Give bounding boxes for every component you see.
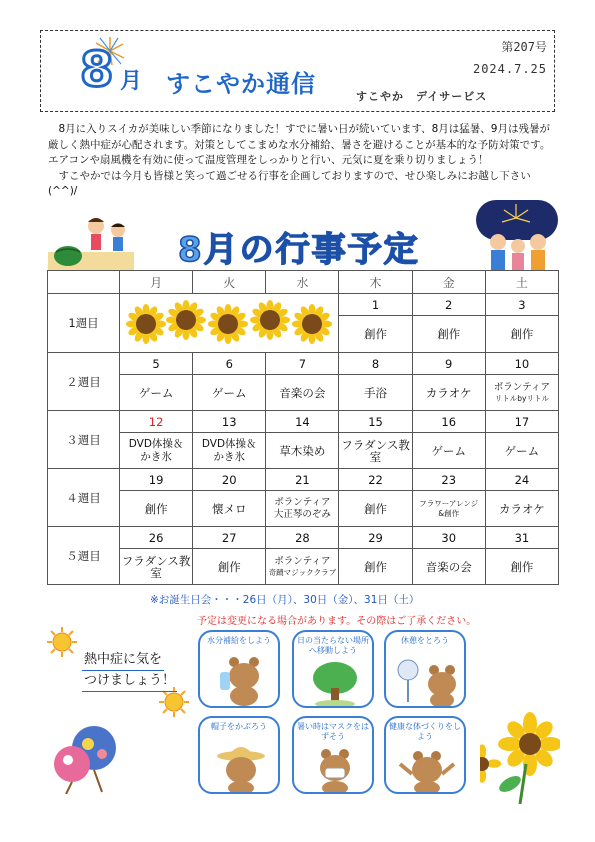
sunflower-icon [480,708,560,804]
sunflower-banner [120,294,339,353]
date-cell: 8 [339,353,412,375]
activity-cell [485,375,558,411]
fireworks-family-icon [476,200,558,272]
week-label: ２週目 [48,353,120,411]
date-cell: 30 [412,527,485,549]
activity-cell: 創作 [339,316,412,353]
date-row [48,353,559,375]
month-suffix: 月 [120,69,143,94]
tip-label: 健康な体づくりをしよう [389,722,461,741]
tip-card [292,630,374,708]
sunflower-head [292,304,332,344]
fan-bear-icon [386,632,466,708]
date-cell: 9 [412,353,485,375]
activity-main: ボランティア [274,496,331,508]
tip-label: 暑い時はマスクをはずそう [297,722,369,741]
sunflower-icon [120,294,336,352]
date-row [48,294,559,316]
activity-main: ボランティア [493,381,551,393]
activity-cell: 草木染め [266,433,339,469]
corner-cell [48,271,120,294]
heatstroke-message [82,650,177,692]
tip-label: 帽子をかぶろう [211,722,267,731]
tip-card [384,716,466,794]
date-cell: 27 [193,527,266,549]
schedule-table [47,270,559,585]
date-cell: 14 [266,411,339,433]
week-label: ３週目 [48,411,120,469]
date-cell: 15 [339,411,412,433]
date-cell: 1 [339,294,412,316]
intro-paragraph: 8月に入りスイカが美味しい季節になりました！すでに暑い日が続いています、8月は猛暑、9月は残暑が厳しく熱中症が心配されます。対策としてこまめな水分補給、暑さを避けることが基本的な予防対策です。エアコンや扇風機を有効に使って温度管理をしっかりと行い、元気に夏を乗り切りましょう！ [48,123,551,166]
tip-label: 水分補給をしよう [207,636,271,645]
month-number: 8 [80,42,112,98]
date-cell: 16 [412,411,485,433]
date-cell: 13 [193,411,266,433]
activity-cell: 創作 [193,549,266,585]
activity-main: DVD体操＆ [128,437,184,450]
tip-card [198,630,280,708]
activity-cell [266,549,339,585]
activity-cell [266,491,339,527]
activity-cell: ゲーム [120,375,193,411]
date-cell: 29 [339,527,412,549]
activity-cell: 創作 [485,316,558,353]
date-row [48,527,559,549]
activity-sub: リトルbyリトル [494,393,549,403]
date-cell: 28 [266,527,339,549]
bear-icon [200,632,280,708]
activity-cell: 創作 [412,316,485,353]
birthday-note: ※お誕生日会・・・26日（月）、30日（金）、31日（土） [150,594,420,606]
mask-bear-icon [294,718,374,794]
newsletter-subtitle: すこやか デイサービス [356,90,488,103]
date-cell: 22 [339,469,412,491]
activity-cell: フラダンス教室 [339,433,412,469]
weekday-header: 火 [193,271,266,294]
tip-card [198,716,280,794]
issue-date: 2024.7.25 [472,62,547,76]
tip-label: 日の当たらない場所へ移動しよう [297,636,369,655]
date-cell: 17 [485,411,558,433]
date-cell: 31 [485,527,558,549]
activity-cell: 音楽の会 [412,549,485,585]
activity-main: DVD体操＆ [201,437,257,450]
sunflower-head [126,304,166,344]
date-cell: 23 [412,469,485,491]
activity-sub: &創作 [438,508,460,518]
weekday-header: 金 [412,271,485,294]
schedule-title: 8月の行事予定 [178,230,420,270]
intro-text [48,122,558,200]
sunflower-head [208,304,248,344]
activity-cell: 懐メロ [193,491,266,527]
sun-icon [46,626,78,658]
issue-number: 第207号 [501,40,547,54]
tree-icon [294,632,374,708]
week-label: 1週目 [48,294,120,353]
activity-cell [120,433,193,469]
activity-sub: かき氷 [140,450,172,463]
date-cell: 10 [485,353,558,375]
date-cell: 20 [193,469,266,491]
activity-cell: カラオケ [412,375,485,411]
activity-sub: 奇蹟マジッククラブ [268,567,337,577]
weekday-header: 木 [339,271,412,294]
weekday-header: 月 [120,271,193,294]
activity-cell: 創作 [339,491,412,527]
activity-cell: ゲーム [412,433,485,469]
activity-cell: 手浴 [339,375,412,411]
activity-cell: 創作 [120,491,193,527]
date-cell: 7 [266,353,339,375]
activity-row [48,491,559,527]
date-cell: 19 [120,469,193,491]
activity-main: ボランティア [274,555,331,567]
activity-row [48,375,559,411]
sunflower-head [166,300,206,340]
hat-bear-icon [200,718,280,794]
intro-paragraph: すこやかでは今月も皆様と笑って過ごせる行事を企画しておりますので、せひ楽しみにお越し下さい(^^)/ [48,169,531,197]
activity-cell: 音楽の会 [266,375,339,411]
weekday-header: 土 [485,271,558,294]
date-cell: 5 [120,353,193,375]
weekday-header: 水 [266,271,339,294]
activity-cell: ゲーム [193,375,266,411]
activity-cell: カラオケ [485,491,558,527]
heatstroke-line: 熱中症に気を [82,650,164,671]
activity-cell: ゲーム [485,433,558,469]
tip-card [384,630,466,708]
weekday-header-row [48,271,559,294]
heatstroke-line: つけましょう！ [82,671,177,692]
uchiwa-fan-icon [48,722,122,794]
sunflower-head [250,300,290,340]
activity-row [48,433,559,469]
activity-main: フラワーアレンジ [419,498,479,508]
date-cell: 21 [266,469,339,491]
exercise-bear-icon [386,718,466,794]
watermelon-kids-icon [48,212,134,270]
date-cell: 26 [120,527,193,549]
activity-sub: かき氷 [213,450,245,463]
date-cell: 3 [485,294,558,316]
change-notice: 予定は変更になる場合があります。その際はご了承ください。 [197,616,477,627]
activity-cell: 創作 [485,549,558,585]
date-cell-holiday: 12 [120,411,193,433]
activity-row [48,549,559,585]
week-label: ５週目 [48,527,120,585]
date-cell: 2 [412,294,485,316]
activity-cell [412,491,485,527]
date-cell: 24 [485,469,558,491]
tip-card [292,716,374,794]
activity-cell: フラダンス教室 [120,549,193,585]
activity-sub: 大正琴のぞみ [273,508,331,520]
date-row [48,469,559,491]
tip-label: 休憩をとろう [401,636,449,645]
activity-cell [193,433,266,469]
week-label: ４週目 [48,469,120,527]
activity-cell: 創作 [339,549,412,585]
newsletter-title: すこやか通信 [166,70,316,98]
date-row [48,411,559,433]
date-cell: 6 [193,353,266,375]
